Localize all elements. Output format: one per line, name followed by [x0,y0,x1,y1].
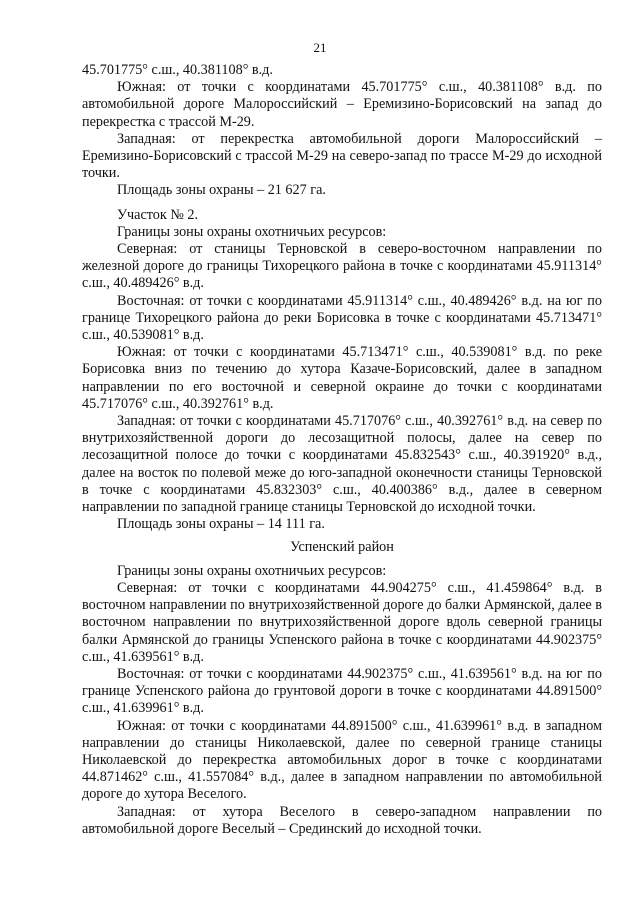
south-boundary-plot-2: Южная: от точки с координатами 45.713471° с.ш., 40.539081° в.д. по реке Борисовка вниз по течению до хутора Казаче-Борисовский, далее в западном направлении по его восточной и северной окраине до точки с координатами 45.717076° с.ш., 40.392761° в.д. [82,344,602,412]
south-boundary-uspensky: Южная: от точки с координатами 44.891500° с.ш., 41.639961° в.д. в западном направлении до станицы Николаевской, далее по северной границе станицы Николаевской до перекрестка автомобильных дорог в точке с координатами 44.871462° с.ш., 41.557084° в.д., далее в западном направлении по автомобильной дороге до хутора Веселого. [82,717,602,803]
west-boundary-plot-2: Западная: от точки с координатами 45.717076° с.ш., 40.392761° в.д. на север по внутрихозяйственной дороги до лесозащитной полосы, далее на север по лесозащитной полосе до точки с координатами 45.832543° с.ш., 40.391920° в.д., далее на восток по полевой меже до юго-западной оконечности станицы Терновской в точке с координатами 45.832303° с.ш., 40.400386° в.д., далее в северном направлении по западной границе станицы Терновской до исходной точки. [82,413,602,516]
boundaries-heading-uspensky: Границы зоны охраны охотничьих ресурсов: [117,562,387,579]
north-boundary-uspensky: Северная: от точки с координатами 44.904275° с.ш., 41.459864° в.д. в восточном направлении по внутрихозяйственной дороге до балки Армянской, далее в восточном направлении по внутрихозяйственной дороге вдоль северной границы балки Армянской до границы Успенского района в точке с координатами 44.902375° с.ш., 41.639561° в.д. [82,579,602,665]
west-boundary-uspensky: Западная: от хутора Веселого в северо-западном направлении по автомобильной дороге Веселый – Срединский до исходной точки. [82,803,602,837]
east-boundary-uspensky: Восточная: от точки с координатами 44.902375° с.ш., 41.639561° в.д. на юг по границе Успенского района до грунтовой дороги в точке с координатами 44.891500° с.ш., 41.639961° в.д. [82,665,602,717]
coordinates-continuation: 45.701775° с.ш., 40.381108° в.д. [82,62,273,78]
area-plot-2: Площадь зоны охраны – 14 111 га. [117,516,325,533]
west-boundary-part1: Западная: от перекрестка автомобильной дороги Малороссийский – Еремизино-Борисовский с трассой М-29 на северо-запад по трассе М-29 до исходной точки. [82,130,602,182]
district-heading-uspensky: Успенский район [290,539,394,556]
section-title-plot-2: Участок № 2. [117,206,199,223]
area-part1: Площадь зоны охраны – 21 627 га. [117,182,326,199]
document-body [82,62,602,838]
south-boundary-part1: Южная: от точки с координатами 45.701775° с.ш., 40.381108° в.д. по автомобильной дороге Малороссийский – Еремизино-Борисовский на запад до перекрестка с трассой М-29. [82,79,602,130]
east-boundary-plot-2: Восточная: от точки с координатами 45.911314° с.ш., 40.489426° в.д. на юг по границе Тихорецкого района до реки Борисовка в точке с координатами 45.713471° с.ш., 40.539081° в.д. [82,292,602,344]
boundaries-heading-plot-2: Границы зоны охраны охотничьих ресурсов: [117,223,387,240]
page-number: 21 [313,40,327,55]
north-boundary-plot-2: Северная: от станицы Терновской в северо-восточном направлении по железной дороге до границы Тихорецкого района в точке с координатами 45.911314° с.ш., 40.489426° в.д. [82,241,602,292]
